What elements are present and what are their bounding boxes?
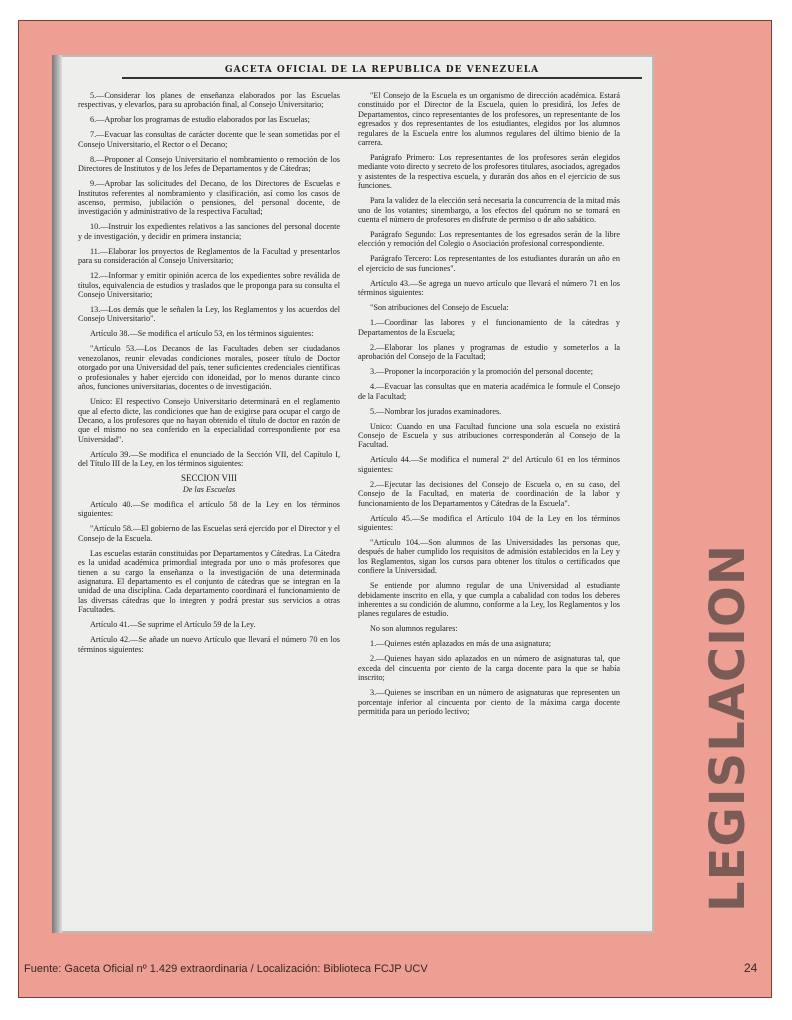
paragraph: SECCION VIII	[180, 473, 238, 484]
paragraph: Las escuelas estarán constituidas por Departamentos y Cátedras. La Cátedra es la unidad académica primordial integrada por uno o más profesores que tienen a su cargo la enseñanza o la investigación de una determinada asignatura. El departamento es el conjunto de cátedras que se integran en la unidad de una disciplina. Cada departamento coordinará el funcionamiento de las diversas cátedras que lo integren y podrá prestar sus servicios a otras Facultades.	[78, 548, 340, 615]
paragraph: Unico: Cuando en una Facultad funcione una sola escuela no existirá Consejo de Escuela y sus atribuciones corresponderán al Consejo de la Facultad.	[358, 421, 620, 450]
page-number: 24	[744, 961, 758, 975]
paragraph: 1.—Coordinar las labores y el funcionamiento de la cátedras y Departamentos de la Escuela;	[358, 318, 620, 337]
footer-source: Fuente: Gaceta Oficial nº 1.429 extraordinaria / Localización: Biblioteca FCJP UCV	[24, 963, 428, 975]
paragraph: 3.—Quienes se inscriban en un número de asignaturas que representen un porcentaje inferior al cincuenta por ciento de la máxima carga docente permitida para un período lectivo;	[358, 688, 620, 716]
paragraph: Unico: El respectivo Consejo Universitario determinará en el reglamento que al efecto dicte, las condiciones que han de exigirse para ocupar el cargo de Decano, a los profesores que no hayan obtenido el título de doctor en razón de que el mismo no sea conferido en la especialidad correspondiente por esa Universidad".	[78, 397, 340, 444]
paragraph: Artículo 38.—Se modifica el artículo 53, en los términos siguientes:	[90, 329, 314, 339]
paragraph: Parágrafo Segundo: Los representantes de los egresados serán de la libre elección y remoción del Colegio o Asociación profesional correspondiente.	[358, 230, 620, 249]
paragraph: 10.—Instruir los expedientes relativos a las sanciones del personal docente y de investigación, y decidir en primera instancia;	[78, 222, 340, 241]
paragraph: 2.—Elaborar los planes y programas de estudio y someterlos a la aprobación del Consejo de la Facultad;	[358, 342, 620, 362]
paragraph: 2.—Ejecutar las decisiones del Consejo de Escuela o, en su caso, del Consejo de la Facultad, en materia de coordinación de la labor y funcionamiento de los Departamentos y Cátedras de la Escuela".	[358, 479, 620, 508]
paragraph: 1.—Quienes estén aplazados en más de una asignatura;	[370, 639, 551, 649]
scanned-document	[52, 55, 654, 933]
paragraph: Se entiende por alumno regular de una Universidad al estudiante debidamente inscrito en ella, y que cumpla a cabalidad con todos los deberes inherentes a su condición de alumno, conforme a la Ley, los Reglamentos y los planes regulares de estudio.	[358, 581, 620, 619]
paragraph: "Artículo 104.—Son alumnos de las Universidades las personas que, después de haber cumplido los requisitos de admisión establecidos en la Ley y los Reglamentos, sigan los cursos para obtener los títulos o certificados que confiere la Universidad.	[358, 537, 620, 576]
paragraph: Artículo 44.—Se modifica el numeral 2º del Artículo 61 en los términos siguientes:	[358, 455, 620, 474]
page-frame	[18, 20, 772, 998]
paragraph: Artículo 41.—Se suprime el Artículo 59 de la Ley.	[90, 620, 256, 630]
paragraph: 9.—Aprobar las solicitudes del Decano, de los Directores de Escuelas e Institutos referentes al nombramiento y clasificación, así como los casos de ascenso, permiso, jubilación o pensiones, del personal docente, de investigación y administrativo de la respectiva Facultad;	[78, 179, 340, 217]
paragraph: Artículo 43.—Se agrega un nuevo artículo que llevará el número 71 en los términos siguientes:	[358, 278, 620, 298]
paragraph: Parágrafo Tercero: Los representantes de los estudiantes durarán un año en el ejercicio de sus funciones".	[358, 254, 620, 273]
paragraph: 5.—Nombrar los jurados examinadores.	[370, 406, 502, 416]
paragraph: 12.—Informar y emitir opinión acerca de los expedientes sobre reválida de títulos, equivalencia de estudios y traslados que le proponga para su consulta el Consejo Universitario;	[78, 271, 340, 300]
paragraph: De las Escuelas	[182, 484, 236, 494]
right-column	[358, 91, 620, 722]
paragraph: Para la validez de la elección será necesaria la concurrencia de la mitad más uno de los votantes; sinembargo, a los efectos del quórum no se tomará en cuenta el número de profesores en disfrute de permiso o de año sabático.	[358, 196, 620, 225]
paragraph: Parágrafo Primero: Los representantes de los profesores serán elegidos mediante voto directo y secreto de los profesores titulares, asociados, agregados y asistentes de la respectiva escuela, y durarán dos años en el ejercicio de sus funciones.	[358, 153, 620, 191]
paragraph: Artículo 40.—Se modifica el artículo 58 de la Ley en los términos siguientes:	[78, 499, 340, 519]
paragraph: "El Consejo de la Escuela es un organismo de dirección académica. Estará constituido por el Director de la Escuela, quien lo presidirá, los Jefes de Departamentos, cinco representantes de los profesores, un representante de los egresados y dos representantes de los estudiantes, elegidos por los alumnos regulares de la Escuela entre los alumnos regulares del último bienio de la carrera.	[358, 91, 620, 148]
paragraph: "Son atribuciones del Consejo de Escuela:	[370, 303, 509, 313]
left-column	[78, 91, 340, 660]
paragraph: 11.—Elaborar los proyectos de Reglamentos de la Facultad y presentarlos para su consideración al Consejo Universitario;	[78, 246, 340, 266]
scan-edge-shadow	[52, 55, 62, 933]
section-title-vertical: LEGISLACION	[700, 544, 756, 912]
paragraph: 5.—Considerar los planes de enseñanza elaborados por las Escuelas respectivas, y elevarlos, para su aprobación final, al Consejo Universitario;	[78, 91, 340, 110]
paragraph: 2.—Quienes hayan sido aplazados en un número de asignaturas tal, que exceda del cincuenta por ciento de la carga docente para la que se había inscrito;	[358, 654, 620, 683]
paragraph: 6.—Aprobar los programas de estudio elaborados por las Escuelas;	[90, 115, 310, 125]
paragraph: 8.—Proponer al Consejo Universitario el nombramiento o remoción de los Directores de Institutos y de los Jefes de Departamentos y de Cátedras;	[78, 154, 340, 174]
paragraph: 7.—Evacuar las consultas de carácter docente que le sean sometidas por el Consejo Universitario, el Rector o el Decano;	[78, 130, 340, 149]
paragraph: 13.—Los demás que le señalen la Ley, los Reglamentos y los acuerdos del Consejo Universitario".	[78, 305, 340, 324]
paragraph: "Artículo 58.—El gobierno de las Escuelas será ejercido por el Director y el Consejo de la Escuela.	[78, 524, 340, 543]
paragraph: No son alumnos regulares:	[370, 624, 458, 634]
paragraph: 4.—Evacuar las consultas que en materia académica le formule el Consejo de la Facultad;	[358, 382, 620, 401]
paragraph: Artículo 45.—Se modifica el Artículo 104 de la Ley en los términos siguientes:	[358, 513, 620, 532]
paragraph: Artículo 39.—Se modifica el enunciado de la Sección VII, del Capítulo I, del Título III de la Ley, en los términos siguientes:	[78, 449, 340, 469]
paragraph: 3.—Proponer la incorporación y la promoción del personal docente;	[370, 367, 594, 377]
paragraph: Artículo 42.—Se añade un nuevo Artículo que llevará el número 70 en los términos siguientes:	[78, 635, 340, 654]
paragraph: "Artículo 53.—Los Decanos de las Facultades deben ser ciudadanos venezolanos, reunir elevadas condiciones morales, poseer título de Doctor otorgado por una Universidad del país, tener suficientes credenciales científicas o profesionales y haber ejercido con idoneidad, por lo menos durante cinco años, funciones universitarias, docentes o de investigación.	[78, 344, 340, 392]
gazette-header: GACETA OFICIAL DE LA REPUBLICA DE VENEZUELA	[122, 65, 642, 79]
